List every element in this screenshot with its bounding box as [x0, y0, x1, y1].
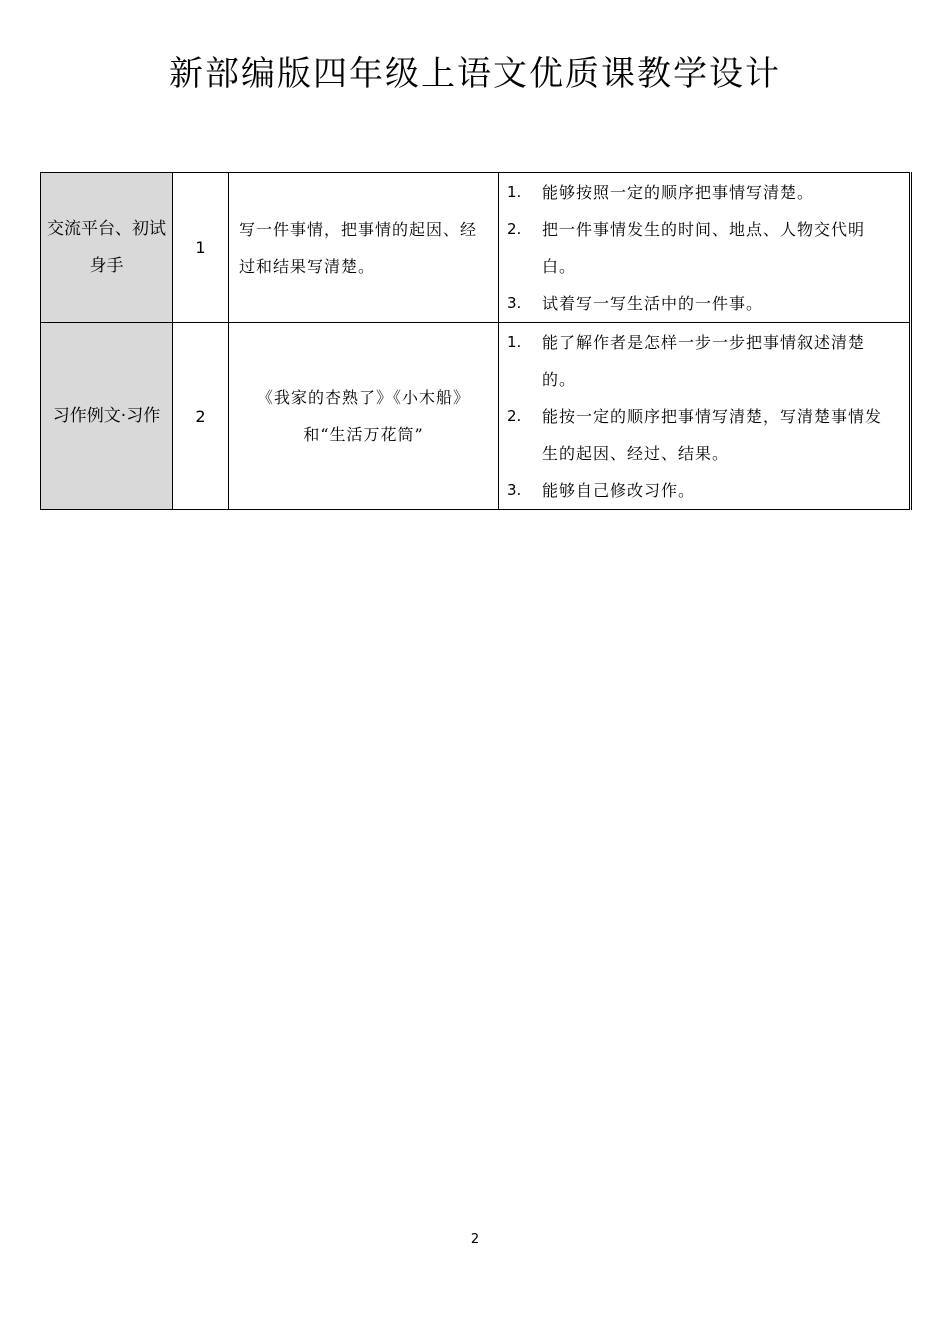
class-hours-cell: 2 [173, 323, 229, 510]
goal-item [499, 324, 897, 398]
goal-number: 1. [507, 332, 522, 351]
page-number: 2 [470, 1232, 480, 1247]
goal-text: 能按一定的顺序把事情写清楚，写清楚事情发生的起因、经过、结果。 [542, 406, 883, 463]
goal-text: 把一件事情发生的时间、地点、人物交代明白。 [542, 219, 866, 276]
table-row [41, 173, 911, 323]
goal-number: 2. [507, 219, 522, 238]
goal-text: 试着写一写生活中的一件事。 [542, 293, 764, 313]
table-row [41, 323, 911, 510]
page-title: 新部编版四年级上语文优质课教学设计 [169, 54, 781, 94]
goal-item [499, 285, 897, 322]
goals-cell [499, 173, 911, 323]
class-hours-cell: 1 [173, 173, 229, 323]
goal-text: 能够按照一定的顺序把事情写清楚。 [542, 182, 815, 202]
goal-number: 3. [507, 293, 522, 312]
goal-text: 能够自己修改习作。 [542, 480, 696, 500]
section-name-cell: 习作例文·习作 [41, 323, 173, 510]
goal-number: 1. [507, 182, 522, 201]
section-name-cell: 交流平台、初试身手 [41, 173, 173, 323]
content-cell: 《我家的杏熟了》《小木船》和“生活万花筒” [229, 323, 499, 510]
goal-number: 2. [507, 406, 522, 425]
goal-item [499, 211, 897, 285]
goal-list [499, 324, 897, 509]
goal-number: 3. [507, 480, 522, 499]
goal-item [499, 174, 897, 211]
goal-item [499, 472, 897, 509]
content-cell: 写一件事情，把事情的起因、经过和结果写清楚。 [229, 173, 499, 323]
goals-cell [499, 323, 911, 510]
goal-text: 能了解作者是怎样一步一步把事情叙述清楚的。 [542, 332, 866, 389]
goal-list [499, 174, 897, 322]
goal-item [499, 398, 897, 472]
lesson-table [40, 172, 912, 510]
